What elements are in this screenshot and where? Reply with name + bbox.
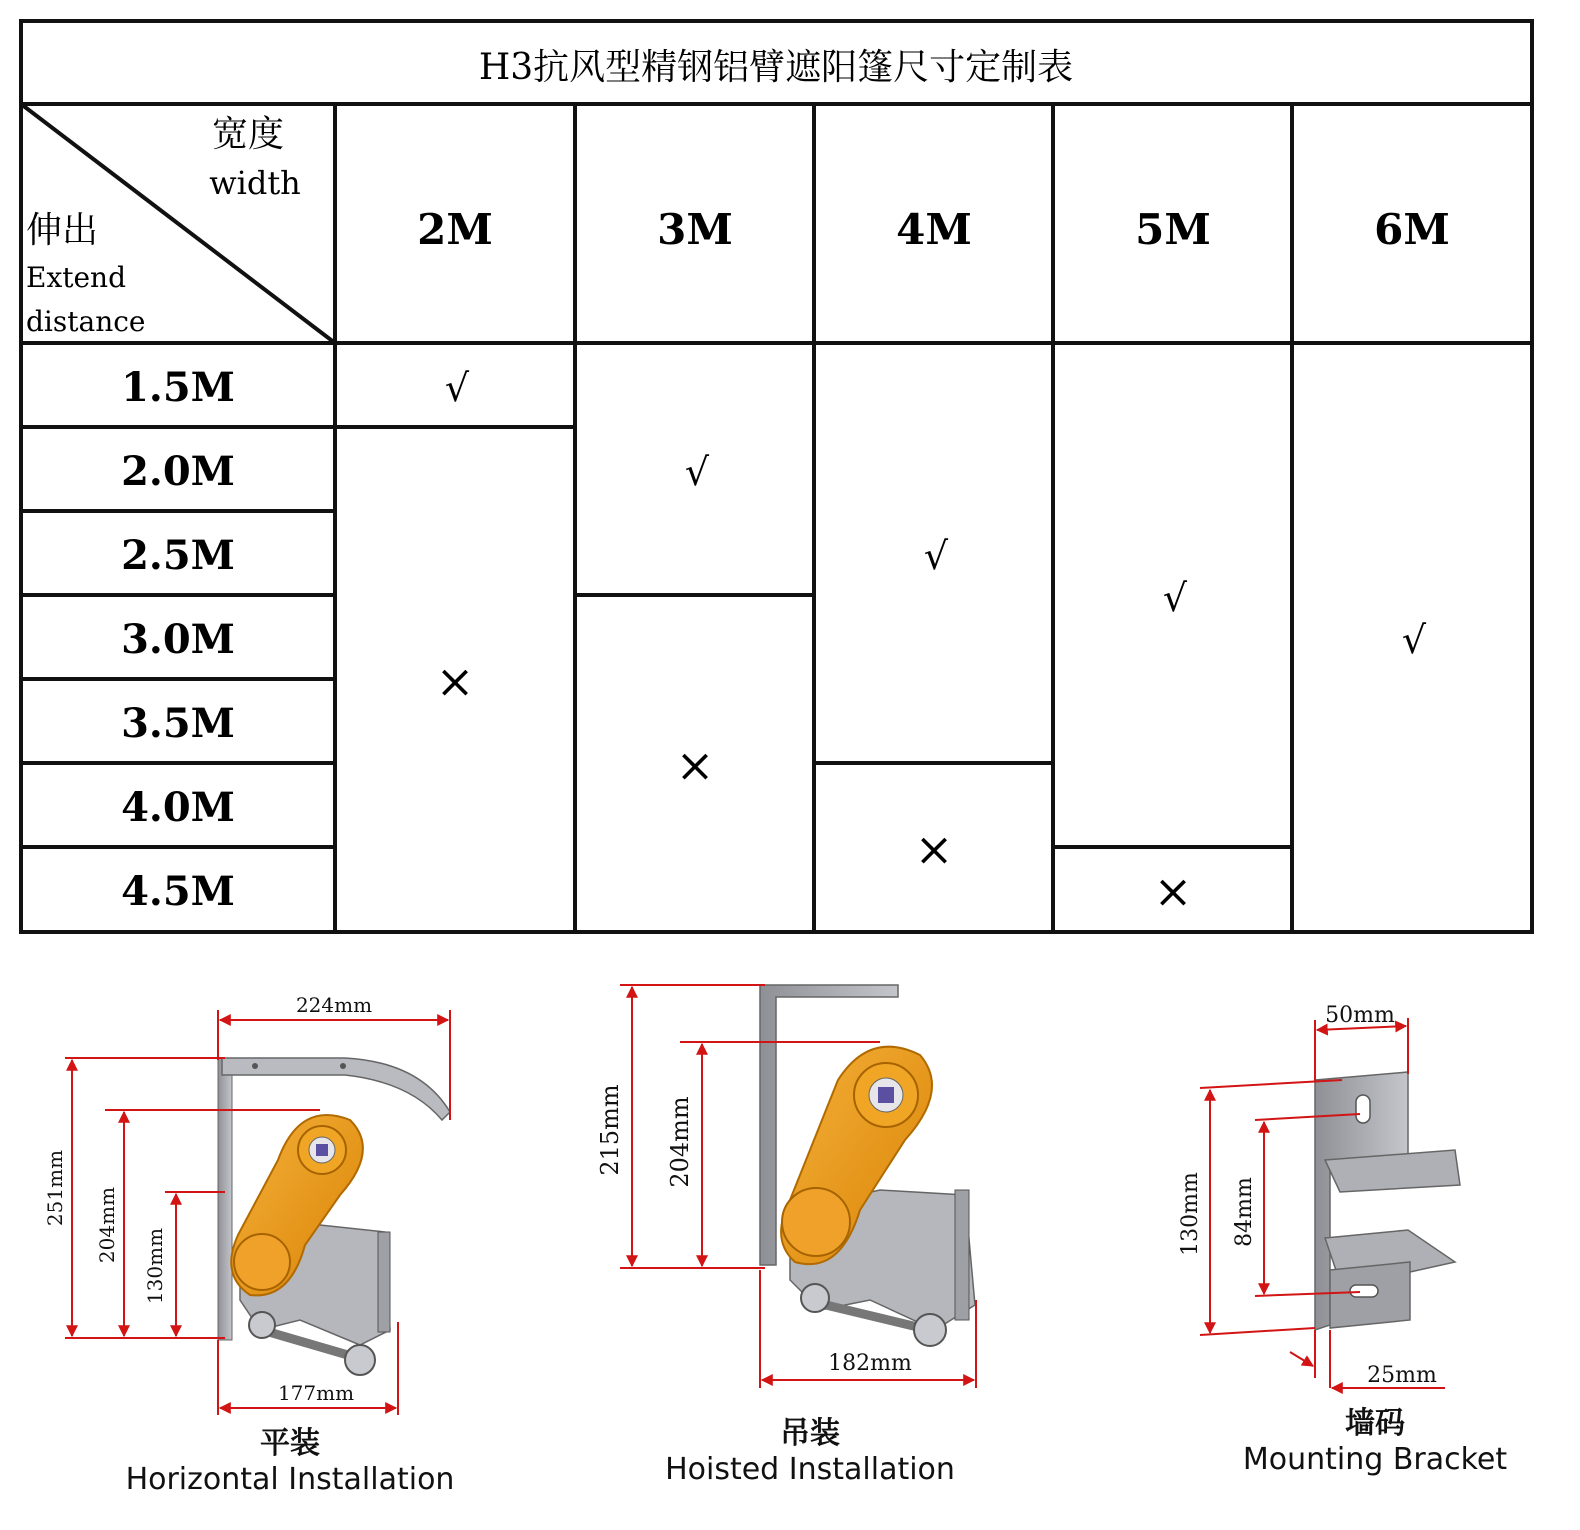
slot-lower xyxy=(1350,1285,1378,1297)
caption-bracket xyxy=(1190,1406,1560,1478)
slot-upper xyxy=(1356,1095,1370,1123)
width-header-3m: 3M xyxy=(657,205,733,254)
cross-3m: × xyxy=(675,738,715,792)
check-4m: √ xyxy=(923,534,949,578)
extend-row-1-5m: 1.5M xyxy=(121,364,235,411)
corner-width-zh: 宽度 xyxy=(211,114,285,155)
cross-5m: × xyxy=(1153,864,1193,918)
dim-130mm: 130mm xyxy=(1178,1172,1203,1256)
caption-bracket-zh: 墙码 xyxy=(1345,1406,1405,1441)
check-2m: √ xyxy=(444,366,470,410)
dim-204mm: 204mm xyxy=(666,1096,694,1188)
horizontal-installation-diagram xyxy=(43,993,450,1415)
caption-hoisted-en: Hoisted Installation xyxy=(665,1452,955,1487)
corner-width-en: width xyxy=(209,164,301,202)
mounting-bracket-diagram xyxy=(1178,1003,1460,1388)
caption-horizontal xyxy=(90,1426,490,1498)
cross-2m: × xyxy=(435,654,475,708)
dim-251mm: 251mm xyxy=(43,1149,67,1227)
dim-224mm: 224mm xyxy=(295,993,373,1017)
caption-horizontal-en: Horizontal Installation xyxy=(125,1462,455,1497)
caption-hoisted xyxy=(610,1416,1010,1488)
cross-4m: × xyxy=(914,822,954,876)
width-header-4m: 4M xyxy=(896,205,972,254)
dim-line-25-a xyxy=(1290,1352,1313,1366)
caption-bracket-en: Mounting Bracket xyxy=(1242,1442,1508,1477)
caption-horizontal-zh: 平装 xyxy=(260,1426,320,1461)
width-header-6m: 6M xyxy=(1374,205,1450,254)
corner-extend-en-2: distance xyxy=(26,305,146,338)
corner-extend-en-1: Extend xyxy=(26,261,127,294)
extend-row-3-0m: 3.0M xyxy=(121,616,235,663)
dim-50mm: 50mm xyxy=(1325,1003,1395,1028)
dim-182mm: 182mm xyxy=(828,1351,912,1376)
table-title: H3抗风型精钢铝臂遮阳篷尺寸定制表 xyxy=(478,47,1074,88)
dim-84mm: 84mm xyxy=(1232,1177,1257,1247)
hoisted-installation-diagram xyxy=(596,985,976,1388)
dim-215mm: 215mm xyxy=(596,1084,624,1176)
check-5m: √ xyxy=(1162,576,1188,620)
check-6m: √ xyxy=(1401,618,1427,662)
wall-plate xyxy=(218,1058,232,1340)
dim-204mm: 204mm xyxy=(95,1186,119,1264)
extend-row-4-0m: 4.0M xyxy=(121,784,235,831)
table-frame xyxy=(21,21,1532,932)
dim-177mm: 177mm xyxy=(277,1381,355,1405)
width-header-2m: 2M xyxy=(417,205,493,254)
check-3m: √ xyxy=(684,450,710,494)
extend-row-3-5m: 3.5M xyxy=(121,700,235,747)
corner-extend-zh: 伸出 xyxy=(26,210,99,251)
dim-130mm: 130mm xyxy=(143,1227,167,1305)
extend-row-2-0m: 2.0M xyxy=(121,448,235,495)
extend-row-4-5m: 4.5M xyxy=(121,868,235,915)
width-header-5m: 5M xyxy=(1135,205,1211,254)
extend-row-2-5m: 2.5M xyxy=(121,532,235,579)
caption-hoisted-zh: 吊装 xyxy=(780,1416,840,1451)
dim-25mm: 25mm xyxy=(1367,1363,1437,1388)
